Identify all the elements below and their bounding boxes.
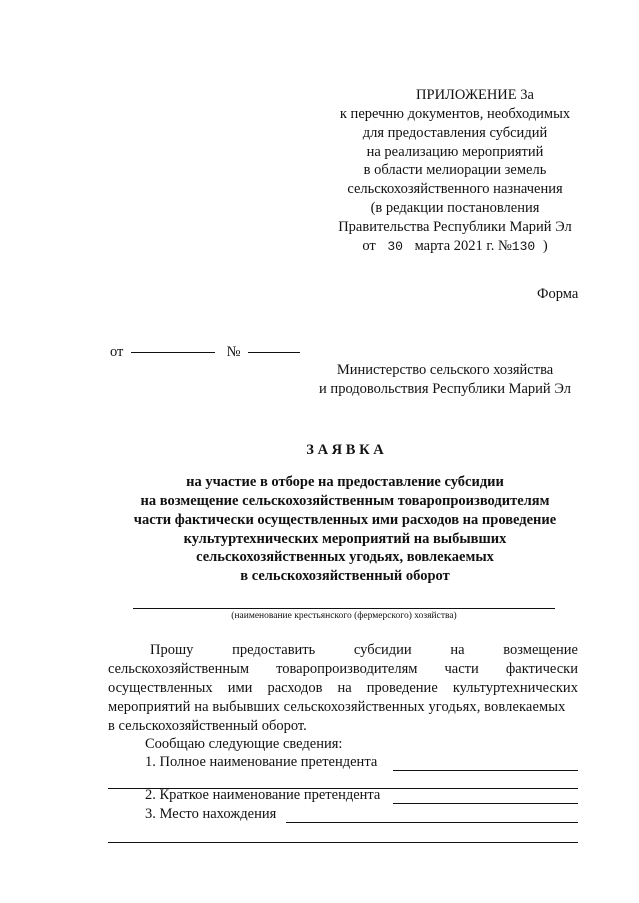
appendix-line: к перечню документов, необходимых (339, 105, 571, 122)
body-row-4: мероприятий на выбывших сельскохозяйственных угодьях, вовлекаемых (108, 699, 566, 715)
request-subtitle (80, 473, 610, 586)
word: ими (227, 680, 253, 696)
subtitle-line: сельскохозяйственных угодьях, вовлекаемых (196, 549, 494, 566)
full-name-blank-1 (393, 770, 578, 771)
word: осуществленных (108, 680, 213, 696)
item-full-name-label: 1. Полное наименование претендента (145, 754, 378, 770)
subtitle-line: на возмещение сельскохозяйственным товаропроизводителям (140, 492, 550, 509)
word: Прошу (150, 642, 194, 658)
number-blank-line (248, 351, 300, 353)
appendix-block (300, 86, 610, 256)
appendix-line: для предоставления субсидий (362, 124, 548, 141)
word: проведение (366, 680, 438, 696)
item-full-name (145, 753, 377, 772)
item-location (145, 805, 276, 824)
appendix-date-prefix: от (362, 237, 376, 254)
word: возмещение (503, 642, 578, 658)
appendix-date-rest: марта 2021 г. № (414, 237, 512, 254)
farm-name-caption: (наименование крестьянского (фермерского) хозяйства) (231, 611, 457, 621)
appendix-title: ПРИЛОЖЕНИЕ 3а (416, 87, 534, 103)
word: расходов (267, 680, 323, 696)
request-title: З А Я В К А (306, 442, 384, 458)
from-number-row (110, 343, 300, 362)
word: сельскохозяйственным (108, 661, 250, 677)
form-label: Форма (537, 286, 579, 302)
appendix-line: (в редакции постановления (370, 200, 540, 217)
appendix-line: на реализацию мероприятий (366, 143, 544, 160)
item-location-label: 3. Место нахождения (145, 806, 277, 822)
subtitle-line: части фактически осуществленных ими расходов на проведение (133, 511, 557, 528)
appendix-line: сельскохозяйственного назначения (347, 181, 563, 198)
recipient-line: Министерство сельского хозяйства (336, 362, 554, 378)
number-label: № (226, 344, 241, 360)
recipient-line: и продовольствия Республики Марий Эл (319, 380, 571, 397)
item-short-name-label: 2. Краткое наименование претендента (145, 787, 381, 803)
word: товаропроизводителям (276, 661, 418, 677)
from-label: от (110, 344, 124, 360)
word: части (444, 661, 479, 677)
word: субсидии (353, 642, 412, 658)
word: на (337, 680, 352, 696)
word: предоставить (232, 642, 316, 658)
subtitle-line: на участие в отборе на предоставление субсидии (186, 474, 504, 490)
appendix-line: в области мелиорации земель (363, 162, 547, 179)
location-blank-1 (286, 822, 578, 823)
farm-name-line (133, 608, 555, 609)
subtitle-line: культуртехнических мероприятий на выбывших (183, 530, 507, 547)
recipient-block (300, 361, 590, 399)
body-row-3 (108, 679, 578, 698)
appendix-line: Правительства Республики Марий Эл (338, 218, 572, 235)
word: культуртехнических (452, 680, 578, 696)
short-name-blank (393, 803, 578, 804)
subtitle-line: в сельскохозяйственный оборот (240, 568, 450, 585)
item-short-name (145, 786, 380, 805)
info-intro: Сообщаю следующие сведения: (145, 736, 343, 752)
word: фактически (505, 661, 578, 677)
body-row-5: в сельскохозяйственный оборот. (108, 718, 307, 734)
appendix-date (300, 237, 610, 256)
location-blank-2 (108, 842, 578, 843)
appendix-date-day: 30 (387, 238, 403, 254)
appendix-date-number: 130 (511, 238, 536, 254)
body-row-2 (108, 660, 578, 679)
body-row-1 (150, 641, 578, 660)
date-blank-line (131, 351, 215, 353)
word: на (450, 642, 465, 658)
appendix-date-close: ) (542, 237, 548, 254)
